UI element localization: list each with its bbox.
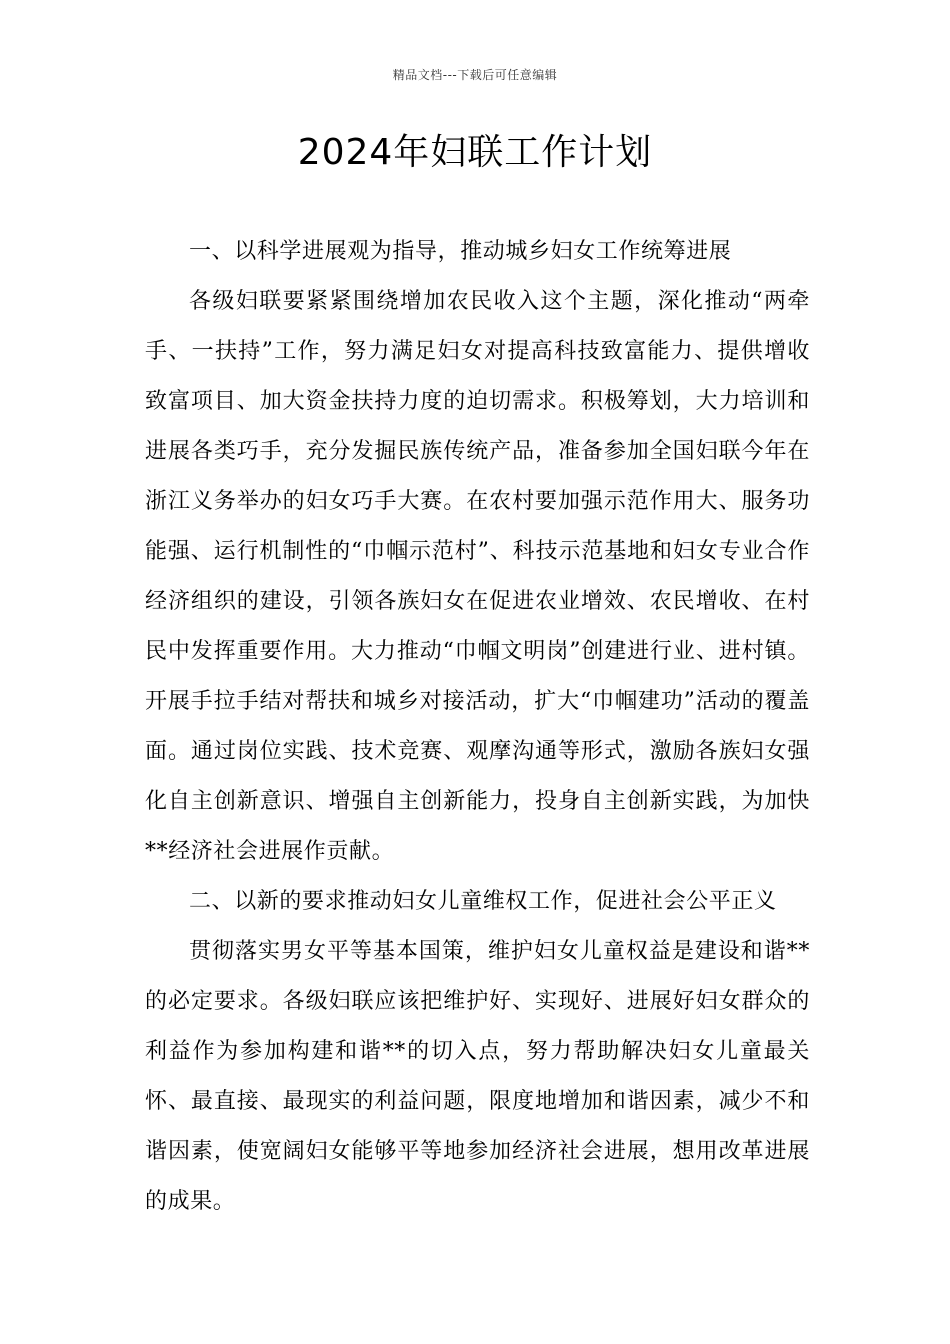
body-paragraph-2: 贯彻落实男女平等基本国策，维护妇女儿童权益是建设和谐**的必定要求。各级妇联应该把维护好、实现好、进展好妇女群众的利益作为参加构建和谐**的切入点，努力帮助解决妇女儿童最关怀、最直接、最现实的利益问题，限度地增加和谐因素，减少不和谐因素，使宽阔妇女能够平等地参加经济社会进展，想用改革进展的成果。: [145, 939, 810, 1214]
document-title: 2024年妇联工作计划: [297, 132, 653, 173]
body-paragraph-1: 各级妇联要紧紧围绕增加农民收入这个主题，深化推动“两牵手、一扶持”工作，努力满足妇女对提高科技致富能力、提供增收致富项目、加大资金扶持力度的迫切需求。积极筹划，大力培训和进展各类巧手，充分发掘民族传统产品，准备参加全国妇联今年在浙江义务举办的妇女巧手大赛。在农村要加强示范作用大、服务功能强、运行机制性的“巾帼示范村”、科技示范基地和妇女专业合作经济组织的建设，引领各族妇女在促进农业增效、农民增收、在村民中发挥重要作用。大力推动“巾帼文明岗”创建进行业、进村镇。开展手拉手结对帮扶和城乡对接活动，扩大“巾帼建功”活动的覆盖面。通过岗位实践、技术竞赛、观摩沟通等形式，激励各族妇女强化自主创新意识、增强自主创新能力，投身自主创新实践，为加快**经济社会进展作贡献。: [145, 289, 810, 864]
header-note: 精品文档---下载后可任意编辑: [392, 68, 558, 82]
section-heading-2: 二、以新的要求推动妇女儿童维权工作，促进社会公平正义: [189, 889, 777, 914]
section-heading-1: 一、以科学进展观为指导，推动城乡妇女工作统筹进展: [189, 239, 732, 264]
document-body: [145, 227, 810, 1227]
